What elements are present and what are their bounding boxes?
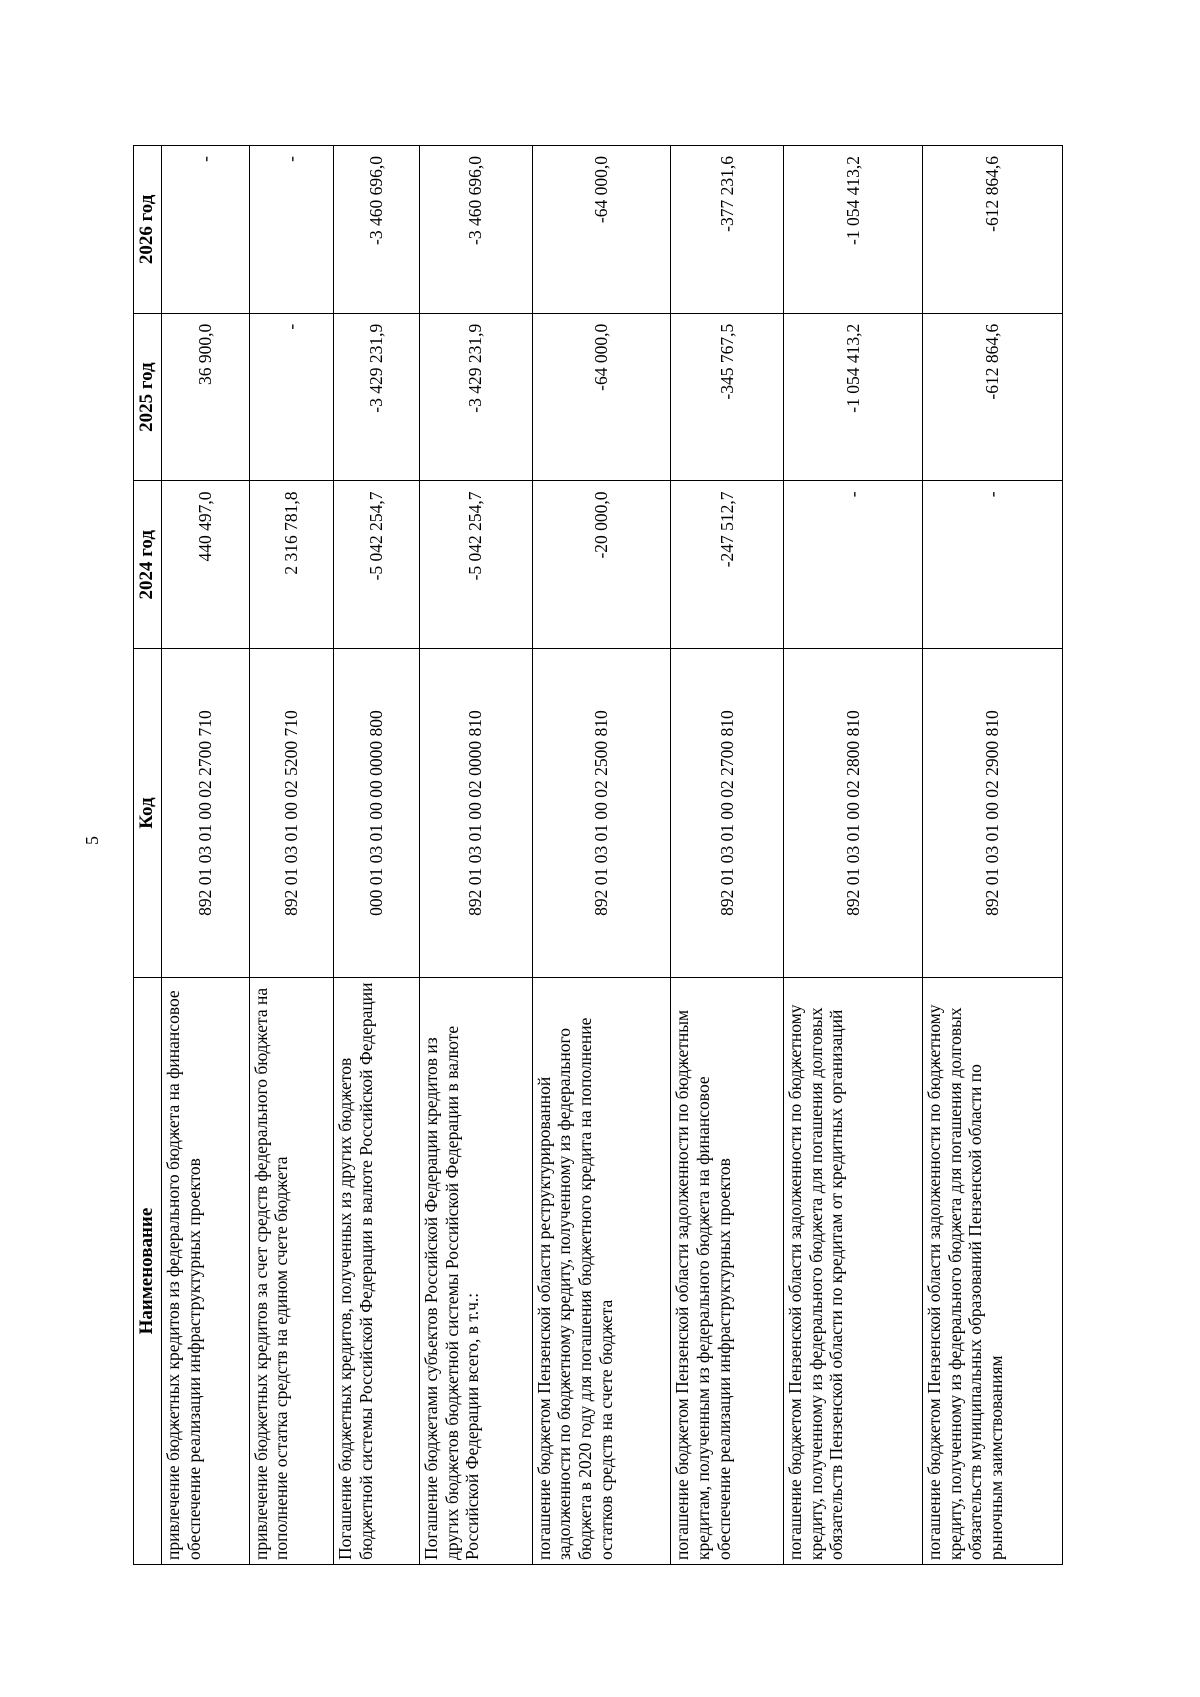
table-row [784,146,923,1565]
header-name: Наименование [134,978,162,1565]
row-2024: 440 497,0 [162,481,250,649]
row-2025: -1 054 413,2 [784,313,923,481]
row-2024: -20 000,0 [532,481,671,649]
row-2026: -64 000,0 [532,146,671,314]
header-2024: 2024 год [134,481,162,649]
row-2025: -64 000,0 [532,313,671,481]
row-code: 892 01 03 01 00 02 2800 810 [784,649,923,978]
row-code: 892 01 03 01 00 02 2900 810 [923,649,1063,978]
row-name: Погашение бюджетных кредитов, полученных из других бюджетов бюджетной системы Российской Федерации в валюте Российской Федерации [334,978,420,1565]
header-2026: 2026 год [134,146,162,314]
table-row [532,146,671,1565]
row-2024: -5 042 254,7 [419,481,532,649]
row-2026: -1 054 413,2 [784,146,923,314]
page-number: 5 [82,836,102,845]
row-code: 892 01 03 01 00 02 2500 810 [532,649,671,978]
row-2026: -377 231,6 [671,146,784,314]
row-code: 892 01 03 01 00 02 0000 810 [419,649,532,978]
row-name: погашение бюджетом Пензенской области реструктурированной задолженности по бюджетному кредиту, полученному из федерального бюджета в 2020 году для погашения бюджетного кредита на пополнение остатков средств на счете бюджета [532,978,671,1565]
row-2024: 2 316 781,8 [249,481,334,649]
budget-table [133,145,1063,1565]
row-2026: -3 460 696,0 [419,146,532,314]
row-2024: -247 512,7 [671,481,784,649]
row-name: привлечение бюджетных кредитов из федерального бюджета на финансовое обеспечение реализации инфраструктурных проектов [162,978,250,1565]
row-2025: 36 900,0 [162,313,250,481]
row-2026: - [249,146,334,314]
row-2025: -3 429 231,9 [419,313,532,481]
table-row [162,146,250,1565]
row-code: 892 01 03 01 00 02 5200 710 [249,649,334,978]
row-code: 000 01 03 01 00 00 0000 800 [334,649,420,978]
table-header-row [134,146,162,1565]
table-row [334,146,420,1565]
table-row [671,146,784,1565]
table-row [249,146,334,1565]
header-code: Код [134,649,162,978]
row-2024: - [923,481,1063,649]
row-2024: - [784,481,923,649]
row-2025: -345 767,5 [671,313,784,481]
row-name: привлечение бюджетных кредитов за счет средств федерального бюджета на пополнение остатка средств на едином счете бюджета [249,978,334,1565]
row-2026: -612 864,6 [923,146,1063,314]
row-2026: -3 460 696,0 [334,146,420,314]
row-2025: -612 864,6 [923,313,1063,481]
row-2025: - [249,313,334,481]
row-code: 892 01 03 01 00 02 2700 710 [162,649,250,978]
row-name: погашение бюджетом Пензенской области задолженности по бюджетным кредитам, полученным из федерального бюджета на финансовое обеспечение реализации инфраструктурных проектов [671,978,784,1565]
row-2026: - [162,146,250,314]
header-2025: 2025 год [134,313,162,481]
row-name: погашение бюджетом Пензенской области задолженности по бюджетному кредиту, полученному из федерального бюджета для погашения долговых обязательств муниципальных образований Пензенской области по рыночным заимствованиям [923,978,1063,1565]
row-2024: -5 042 254,7 [334,481,420,649]
row-code: 892 01 03 01 00 02 2700 810 [671,649,784,978]
row-2025: -3 429 231,9 [334,313,420,481]
table-row [923,146,1063,1565]
row-name: Погашение бюджетами субъектов Российской Федерации кредитов из других бюджетов бюджетной системы Российской Федерации в валюте Российской Федерации всего, в т.ч.: [419,978,532,1565]
table-row [419,146,532,1565]
row-name: погашение бюджетом Пензенской области задолженности по бюджетному кредиту, полученному из федерального бюджета для погашения долговых обязательств Пензенской области по кредитам от кредитных организаций [784,978,923,1565]
rotated-table-container [133,145,1063,1565]
